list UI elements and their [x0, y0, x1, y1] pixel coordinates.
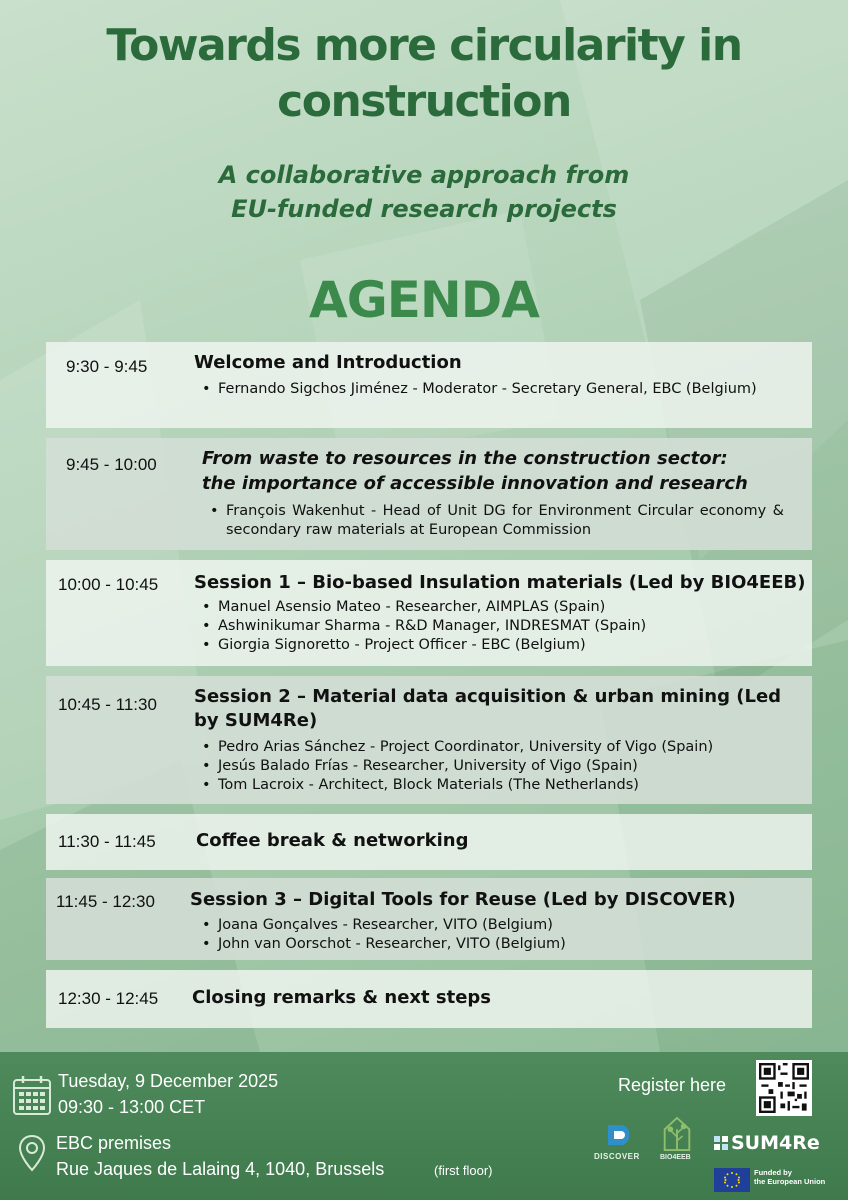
- registration-qr-code[interactable]: [756, 1060, 812, 1116]
- discover-logo-label: DISCOVER: [594, 1152, 640, 1161]
- agenda-item-session-3: [46, 878, 812, 960]
- eu-funding-label: [754, 1168, 825, 1186]
- event-floor: (first floor): [434, 1163, 493, 1178]
- speaker-item: • François Wakenhut - Head of Unit DG for Environment Circular economy & secondary raw materials at European Commission: [210, 502, 784, 540]
- speaker-item: • John van Oorschot - Researcher, VITO (Belgium): [202, 935, 802, 954]
- agenda-item-coffee-break: [46, 814, 812, 870]
- title-line-2: construction: [277, 76, 571, 127]
- agenda-title: Coffee break & networking: [196, 830, 469, 851]
- speaker-item: • Giorgia Signoretto - Project Officer - EBC (Belgium): [202, 636, 802, 655]
- subtitle-line-1: A collaborative approach from: [218, 161, 630, 189]
- agenda-heading: AGENDA: [309, 271, 539, 329]
- sum4re-logo-label: SUM4Re: [731, 1132, 820, 1154]
- speaker-item: • Jesús Balado Frías - Researcher, University of Vigo (Spain): [202, 757, 802, 776]
- eu-funding-line-1: Funded by: [754, 1168, 792, 1177]
- agenda-title: Welcome and Introduction: [194, 352, 462, 373]
- speaker-item: • Tom Lacroix - Architect, Block Materials (The Netherlands): [202, 776, 802, 795]
- speaker-item: • Fernando Sigchos Jiménez - Moderator - Secretary General, EBC (Belgium): [202, 380, 786, 399]
- agenda-item-keynote: [46, 438, 812, 550]
- agenda-time: 12:30 - 12:45: [58, 989, 159, 1008]
- speaker-item: • Manuel Asensio Mateo - Researcher, AIMPLAS (Spain): [202, 598, 802, 617]
- speaker-list: [210, 502, 784, 540]
- agenda-time: 10:45 - 11:30: [58, 695, 157, 714]
- subtitle-line-2: EU-funded research projects: [231, 195, 617, 223]
- speaker-item: • Joana Gonçalves - Researcher, VITO (Belgium): [202, 916, 802, 935]
- agenda-item-welcome: [46, 342, 812, 428]
- location-pin-icon: [18, 1134, 46, 1174]
- event-address: Rue Jaques de Lalaing 4, 1040, Brussels: [56, 1159, 385, 1179]
- agenda-item-session-2: [46, 676, 812, 804]
- calendar-icon: [12, 1074, 52, 1116]
- agenda-item-session-1: [46, 560, 812, 666]
- speaker-list: [202, 916, 802, 954]
- event-hours: 09:30 - 13:00 CET: [58, 1097, 206, 1117]
- event-date: Tuesday, 9 December 2025: [58, 1071, 279, 1091]
- page-title: [0, 18, 848, 130]
- speaker-item: • Pedro Arias Sánchez - Project Coordinator, University of Vigo (Spain): [202, 738, 802, 757]
- register-label: Register here: [618, 1075, 727, 1095]
- agenda-time: 11:30 - 11:45: [58, 832, 156, 851]
- event-footer: [0, 1052, 848, 1200]
- agenda-time: 11:45 - 12:30: [56, 892, 155, 911]
- event-venue: EBC premises: [56, 1133, 172, 1153]
- title-line-1: Towards more circularity in: [106, 20, 742, 71]
- bio4eeb-tree-icon: [660, 1116, 694, 1152]
- agenda-time: 9:45 - 10:00: [66, 455, 157, 474]
- speaker-list: [202, 598, 802, 655]
- agenda-time: 9:30 - 9:45: [66, 357, 148, 376]
- page-subtitle: [0, 158, 848, 226]
- agenda-title: Session 1 – Bio-based Insulation materials (Led by BIO4EEB): [194, 572, 806, 593]
- speaker-item: • Ashwinikumar Sharma - R&D Manager, INDRESMAT (Spain): [202, 617, 802, 636]
- agenda-title: Closing remarks & next steps: [192, 987, 492, 1008]
- agenda-title: Session 3 – Digital Tools for Reuse (Led by DISCOVER): [190, 889, 736, 910]
- agenda-time: 10:00 - 10:45: [58, 575, 159, 594]
- agenda-title-line-1: From waste to resources in the construction sector:: [202, 448, 728, 469]
- agenda-title-line-2: the importance of accessible innovation and research: [202, 473, 748, 494]
- discover-logo-icon: [602, 1122, 634, 1148]
- sum4re-logo-icon: [714, 1136, 728, 1150]
- agenda-title: Session 2 – Material data acquisition & urban mining (Led by SUM4Re): [194, 686, 782, 731]
- eu-funding-line-2: the European Union: [754, 1177, 826, 1186]
- eu-flag-icon: [714, 1168, 750, 1192]
- bio4eeb-logo-label: BIO4EEB: [660, 1154, 691, 1161]
- speaker-list: [202, 380, 786, 399]
- speaker-list: [202, 738, 802, 795]
- agenda-item-closing: [46, 970, 812, 1028]
